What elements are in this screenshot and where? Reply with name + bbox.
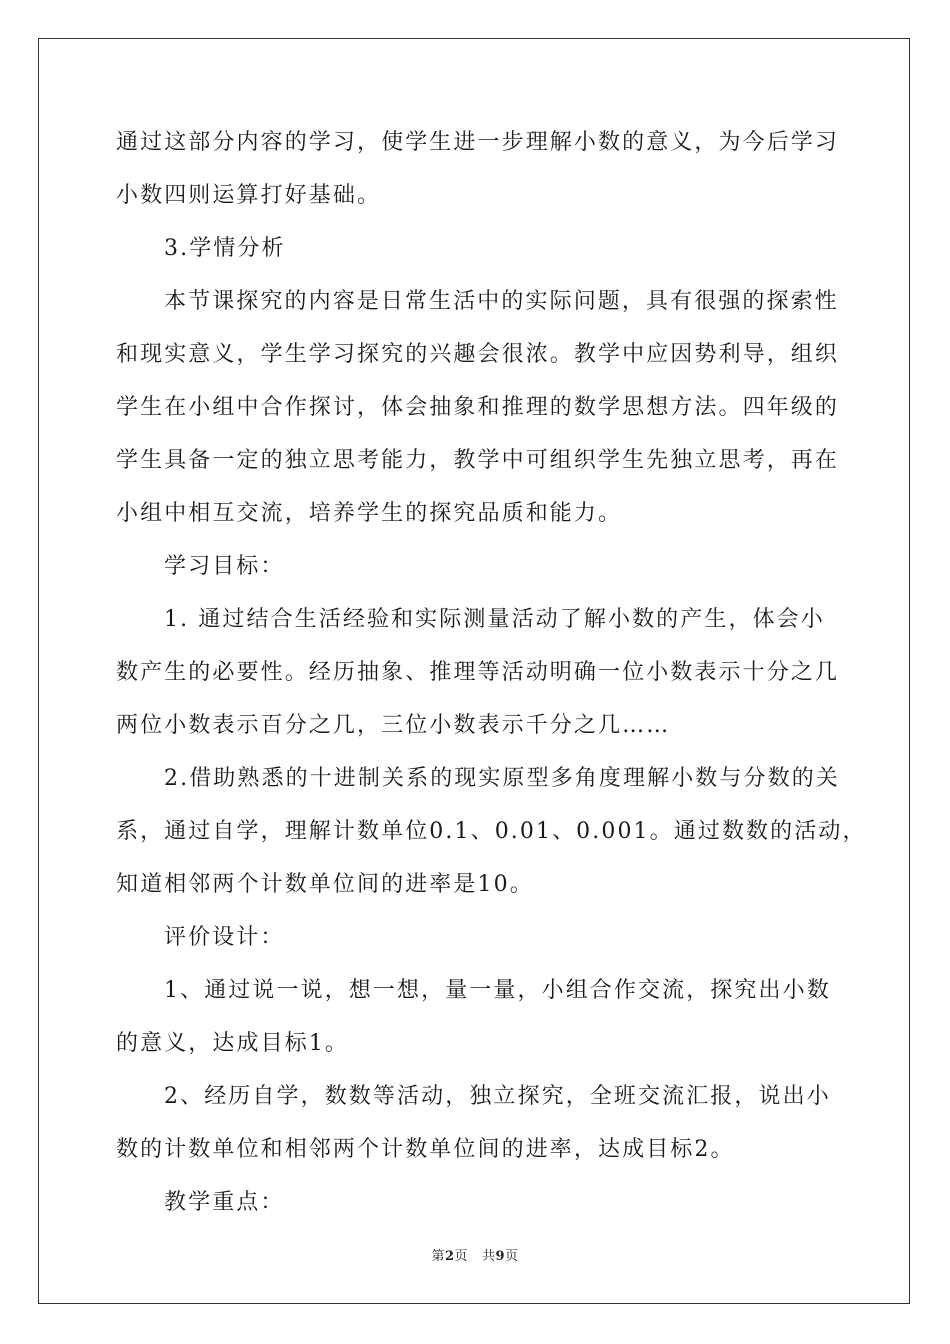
paragraph-line: 2、经历自学，数数等活动，独立探究，全班交流汇报，说出小 (164, 1084, 831, 1109)
section-heading: 3.学情分析 (164, 236, 286, 261)
page-suffix: 页 (454, 1249, 469, 1264)
paragraph-line: 学生具备一定的独立思考能力，教学中可组织学生先独立思考，再在 (116, 448, 840, 473)
paragraph-line: 2.借助熟悉的十进制关系的现实原型多角度理解小数与分数的关 (164, 766, 840, 791)
paragraph-line: 和现实意义，学生学习探究的兴趣会很浓。教学中应因势利导，组织 (116, 342, 840, 367)
paragraph-line: 的意义，达成目标1。 (116, 1031, 349, 1056)
paragraph-line: 两位小数表示百分之几，三位小数表示千分之几…… (116, 713, 671, 738)
page-prefix: 第 (431, 1249, 445, 1264)
total-page-count: 9 (495, 1249, 506, 1264)
paragraph-line: 小数四则运算打好基础。 (116, 183, 382, 208)
paragraph-line: 本节课探究的内容是日常生活中的实际问题，具有很强的探索性 (164, 289, 839, 314)
total-prefix: 共 (481, 1249, 496, 1264)
paragraph-line: 系，通过自学，理解计数单位0.1、0.01、0.001。通过数数的活动， (116, 819, 867, 844)
current-page-number: 2 (444, 1249, 455, 1264)
paragraph-line: 通过这部分内容的学习，使学生进一步理解小数的意义，为今后学习 (116, 130, 840, 155)
paragraph-line: 1、通过说一说，想一想，量一量，小组合作交流，探究出小数 (164, 978, 831, 1003)
section-heading: 评价设计： (164, 925, 285, 950)
paragraph-line: 小组中相互交流，培养学生的探究品质和能力。 (116, 501, 623, 526)
page-footer (0, 1249, 950, 1265)
paragraph-line: 数的计数单位和相邻两个计数单位间的进率，达成目标2。 (116, 1137, 735, 1162)
total-suffix: 页 (505, 1249, 519, 1264)
paragraph-line: 学生在小组中合作探讨，体会抽象和推理的数学思想方法。四年级的 (116, 395, 840, 420)
section-heading: 学习目标： (164, 554, 285, 579)
section-heading: 教学重点： (164, 1190, 285, 1215)
paragraph-line: 数产生的必要性。经历抽象、推理等活动明确一位小数表示十分之几 (116, 660, 840, 685)
paragraph-line: 知道相邻两个计数单位间的进率是10。 (116, 872, 534, 897)
paragraph-line: 1. 通过结合生活经验和实际测量活动了解小数的产生，体会小 (164, 607, 825, 632)
